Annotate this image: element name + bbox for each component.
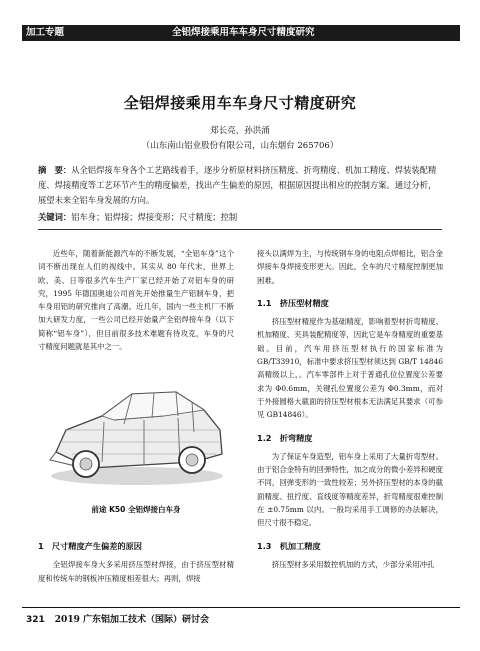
section-1-paragraph: 全铝焊接车身大多采用挤压型材焊接，由于挤压型材精度和传统车的钢板冲压精度相差很大；再则，焊接 (38, 560, 234, 583)
page-number: 321 (26, 615, 45, 625)
intro-paragraph: 近些年，随着新能源汽车的不断发展，“全铝车身”这个词不断出现在人们的视线中。其实从 80 年代末，世界上欧、美、日等很多汽车生产厂家已经开始了对铝车身的研究，1995 年德国奥迪公司首先开始推量生产铝制车身，把车身用铝的研究推向了高潮。近几年，国内一些主机厂不断加大研发力度，一些公司已经开始量产全铝焊接车身（以下简称“铝车身”），但目前很多技术难题有待攻克，车身的尺寸精度问题就是其中之一。 (38, 249, 234, 352)
right-column (257, 247, 443, 571)
running-title: 全铝焊接乘用车车身尺寸精度研究 (172, 27, 315, 38)
keywords (38, 210, 442, 224)
authors: 郑长亮，孙洪涌 (210, 126, 270, 136)
figure-caption: 前途 K50 全铝焊接白车身 (91, 505, 181, 514)
abstract-divider (38, 229, 442, 230)
continued-paragraph: 接头以满焊为主，与传统钢车身的电阻点焊相比，铝合金焊接车身焊接变形更大。因此，全车的尺寸精度控制更加困难。 (257, 249, 443, 285)
page-footer (26, 612, 209, 625)
keywords-text: 铝车身；铝焊接；焊接变形；尺寸精度；控制 (71, 212, 238, 222)
section-1-1-paragraph: 挤压型材精度作为基础精度，影响着型材折弯精度、机加精度、夹具装配精度等，因此它是车身精度的重要基础。目前，汽车用挤压型材执行的国家标准为 GB/T33910，标准中要求挤压型材须达到 GB/T 14846 高精级以上，。汽车零部件上对于普通孔位位置度公差要求为 Φ0.6mm，关键孔位置度公差为 Φ0.3mm，而对于外接圆格大截面的挤压型材根本无法满足其要求（可参见 GB14846）。 (257, 317, 443, 420)
abstract-text: 从全铝焊接车身各个工艺路线着手，逐步分析原材料挤压精度、折弯精度、机加工精度、焊装装配精度、焊接精度等工艺环节产生的精度偏差，找出产生偏差的原因，根据原因提出相应的控制方案。通过分析，展望未来全铝车身发展的方向。 (38, 165, 437, 205)
front-hub (80, 458, 92, 470)
column-label: 加工专题 (26, 27, 65, 38)
abstract (38, 163, 442, 208)
car-body-figure (44, 372, 230, 492)
section-1-1-heading: 1.1 挤压型材精度 (257, 297, 329, 308)
rear-hub (186, 454, 198, 466)
affiliation: （山东南山铝业股份有限公司，山东烟台 265706） (141, 141, 339, 151)
footer-text: 2019 广东铝加工技术（国际）研讨会 (54, 615, 209, 625)
footer-divider (22, 607, 460, 608)
paper-title: 全铝焊接乘用车车身尺寸精度研究 (123, 94, 357, 112)
abstract-label: 摘 要： (38, 165, 72, 175)
section-1-3-heading: 1.3 机加工精度 (257, 540, 321, 551)
left-column-bottom (38, 530, 234, 585)
section-1-2-heading: 1.2 折弯精度 (257, 432, 313, 443)
keywords-label: 关键词： (38, 212, 72, 222)
section-1-3-paragraph: 挤压型材多采用数控机加的方式，少部分采用冲孔 (271, 559, 435, 569)
section-1-heading: 1 尺寸精度产生偏差的原因 (38, 541, 142, 551)
running-header (22, 25, 460, 41)
left-column (38, 247, 234, 353)
section-1-2-paragraph: 为了保证车身造型，铝车身上采用了大量折弯型材。由于铝合金特有的回弹特性，加之成分的微小差异和硬度不同，回弹变形的一致性较差；另外挤压型材的本身的截面精度、扭拧度、直线度等精度差异，折弯精度很难控制在 ±0.75mm 以内。一般均采用手工调修的办法解决，但尺寸很不稳定。 (257, 451, 443, 528)
